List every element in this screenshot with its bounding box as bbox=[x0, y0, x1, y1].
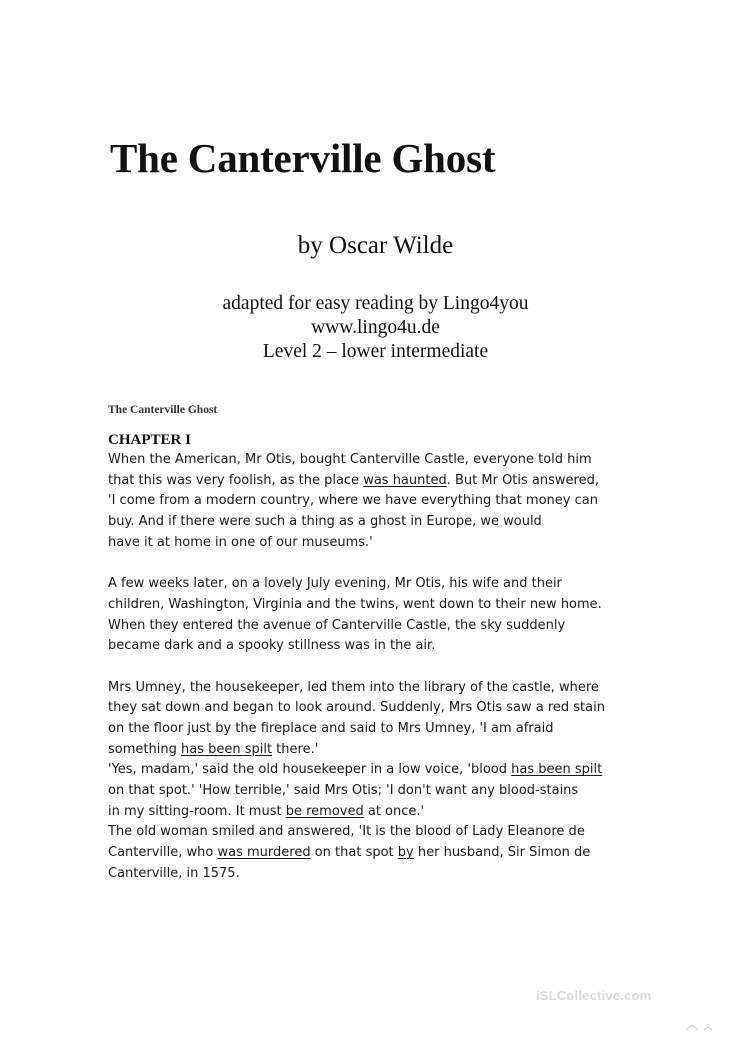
underlined-phrase: be removed bbox=[285, 803, 364, 819]
text-line bbox=[108, 512, 628, 533]
underlined-phrase: was haunted bbox=[363, 472, 447, 488]
text-line bbox=[108, 450, 628, 471]
text-line bbox=[108, 636, 628, 657]
corner-mark-icon bbox=[684, 1022, 720, 1032]
adaptation-info bbox=[0, 292, 735, 364]
chapter-heading: CHAPTER I bbox=[108, 432, 191, 448]
website-url: www.lingo4u.de bbox=[311, 317, 440, 338]
underlined-phrase: was murdered bbox=[217, 845, 311, 861]
document-title: The Canterville Ghost bbox=[110, 135, 496, 181]
text-line bbox=[108, 698, 628, 719]
author-byline: by Oscar Wilde bbox=[297, 232, 454, 259]
text-segment: became dark and a spooky stillness was in the air. bbox=[108, 638, 436, 654]
text-line bbox=[108, 533, 628, 554]
underlined-phrase: has been spilt bbox=[511, 762, 603, 778]
text-segment: 'I come from a modern country, where we have everything that money can bbox=[108, 493, 598, 509]
level-label: Level 2 – lower intermediate bbox=[262, 341, 489, 362]
text-segment: When the American, Mr Otis, bought Canterville Castle, everyone told him bbox=[108, 452, 592, 467]
text-segment: on the floor just by the fireplace and said to Mrs Umney, 'I am afraid bbox=[108, 720, 554, 736]
text-segment: The old woman smiled and answered, 'It is the blood of Lady Eleanore de bbox=[108, 824, 585, 840]
text-line bbox=[108, 864, 628, 885]
text-line bbox=[108, 760, 628, 781]
text-line bbox=[108, 574, 628, 595]
text-line bbox=[108, 781, 628, 802]
text-segment: buy. And if there were such a thing as a ghost in Europe, we would bbox=[108, 514, 542, 530]
text-segment: . But Mr Otis answered, bbox=[446, 472, 599, 488]
text-segment: in my sitting-room. It must bbox=[108, 803, 286, 819]
text-segment: there.' bbox=[272, 741, 319, 757]
watermark-logo: iSLCollective.com bbox=[536, 988, 652, 1003]
text-segment: A few weeks later, on a lovely July evening, Mr Otis, his wife and their bbox=[108, 576, 562, 592]
text-segment: children, Washington, Virginia and the twins, went down to their new home. bbox=[108, 596, 602, 612]
underlined-phrase: by bbox=[397, 845, 414, 861]
story-text bbox=[108, 450, 628, 884]
paragraph-gap bbox=[108, 657, 628, 678]
adaptation-credit: adapted for easy reading by Lingo4you bbox=[222, 293, 529, 314]
text-segment: her husband, Sir Simon de bbox=[413, 845, 591, 861]
text-line bbox=[108, 471, 628, 492]
text-segment: Canterville, who bbox=[108, 845, 218, 861]
text-line bbox=[108, 491, 628, 512]
text-line bbox=[108, 740, 628, 761]
text-line bbox=[108, 719, 628, 740]
text-segment: Canterville, in 1575. bbox=[108, 865, 240, 881]
text-line bbox=[108, 843, 628, 864]
running-head: The Canterville Ghost bbox=[108, 404, 218, 416]
text-line bbox=[108, 802, 628, 823]
paragraph-gap bbox=[108, 553, 628, 574]
text-segment: 'Yes, madam,' said the old housekeeper in a low voice, 'blood bbox=[108, 762, 512, 778]
text-line bbox=[108, 595, 628, 616]
text-segment: at once.' bbox=[363, 803, 425, 819]
text-segment: have it at home in one of our museums.' bbox=[108, 534, 373, 550]
paragraph bbox=[108, 574, 628, 657]
paragraph bbox=[108, 678, 628, 885]
text-segment: on that spot.' 'How terrible,' said Mrs Otis; 'I don't want any blood-stains bbox=[108, 783, 579, 798]
text-segment: that this was very foolish, as the place bbox=[108, 472, 364, 488]
text-segment: on that spot bbox=[310, 845, 398, 861]
text-line bbox=[108, 678, 628, 699]
text-segment: When they entered the avenue of Canterville Castle, the sky suddenly bbox=[108, 617, 566, 633]
text-line bbox=[108, 616, 628, 637]
text-segment: something bbox=[108, 741, 181, 757]
paragraph bbox=[108, 450, 628, 553]
text-line bbox=[108, 822, 628, 843]
text-segment: they sat down and began to look around. Suddenly, Mrs Otis saw a red stain bbox=[108, 700, 605, 716]
underlined-phrase: has been spilt bbox=[180, 741, 273, 757]
text-segment: Mrs Umney, the housekeeper, led them into the library of the castle, where bbox=[108, 679, 599, 695]
